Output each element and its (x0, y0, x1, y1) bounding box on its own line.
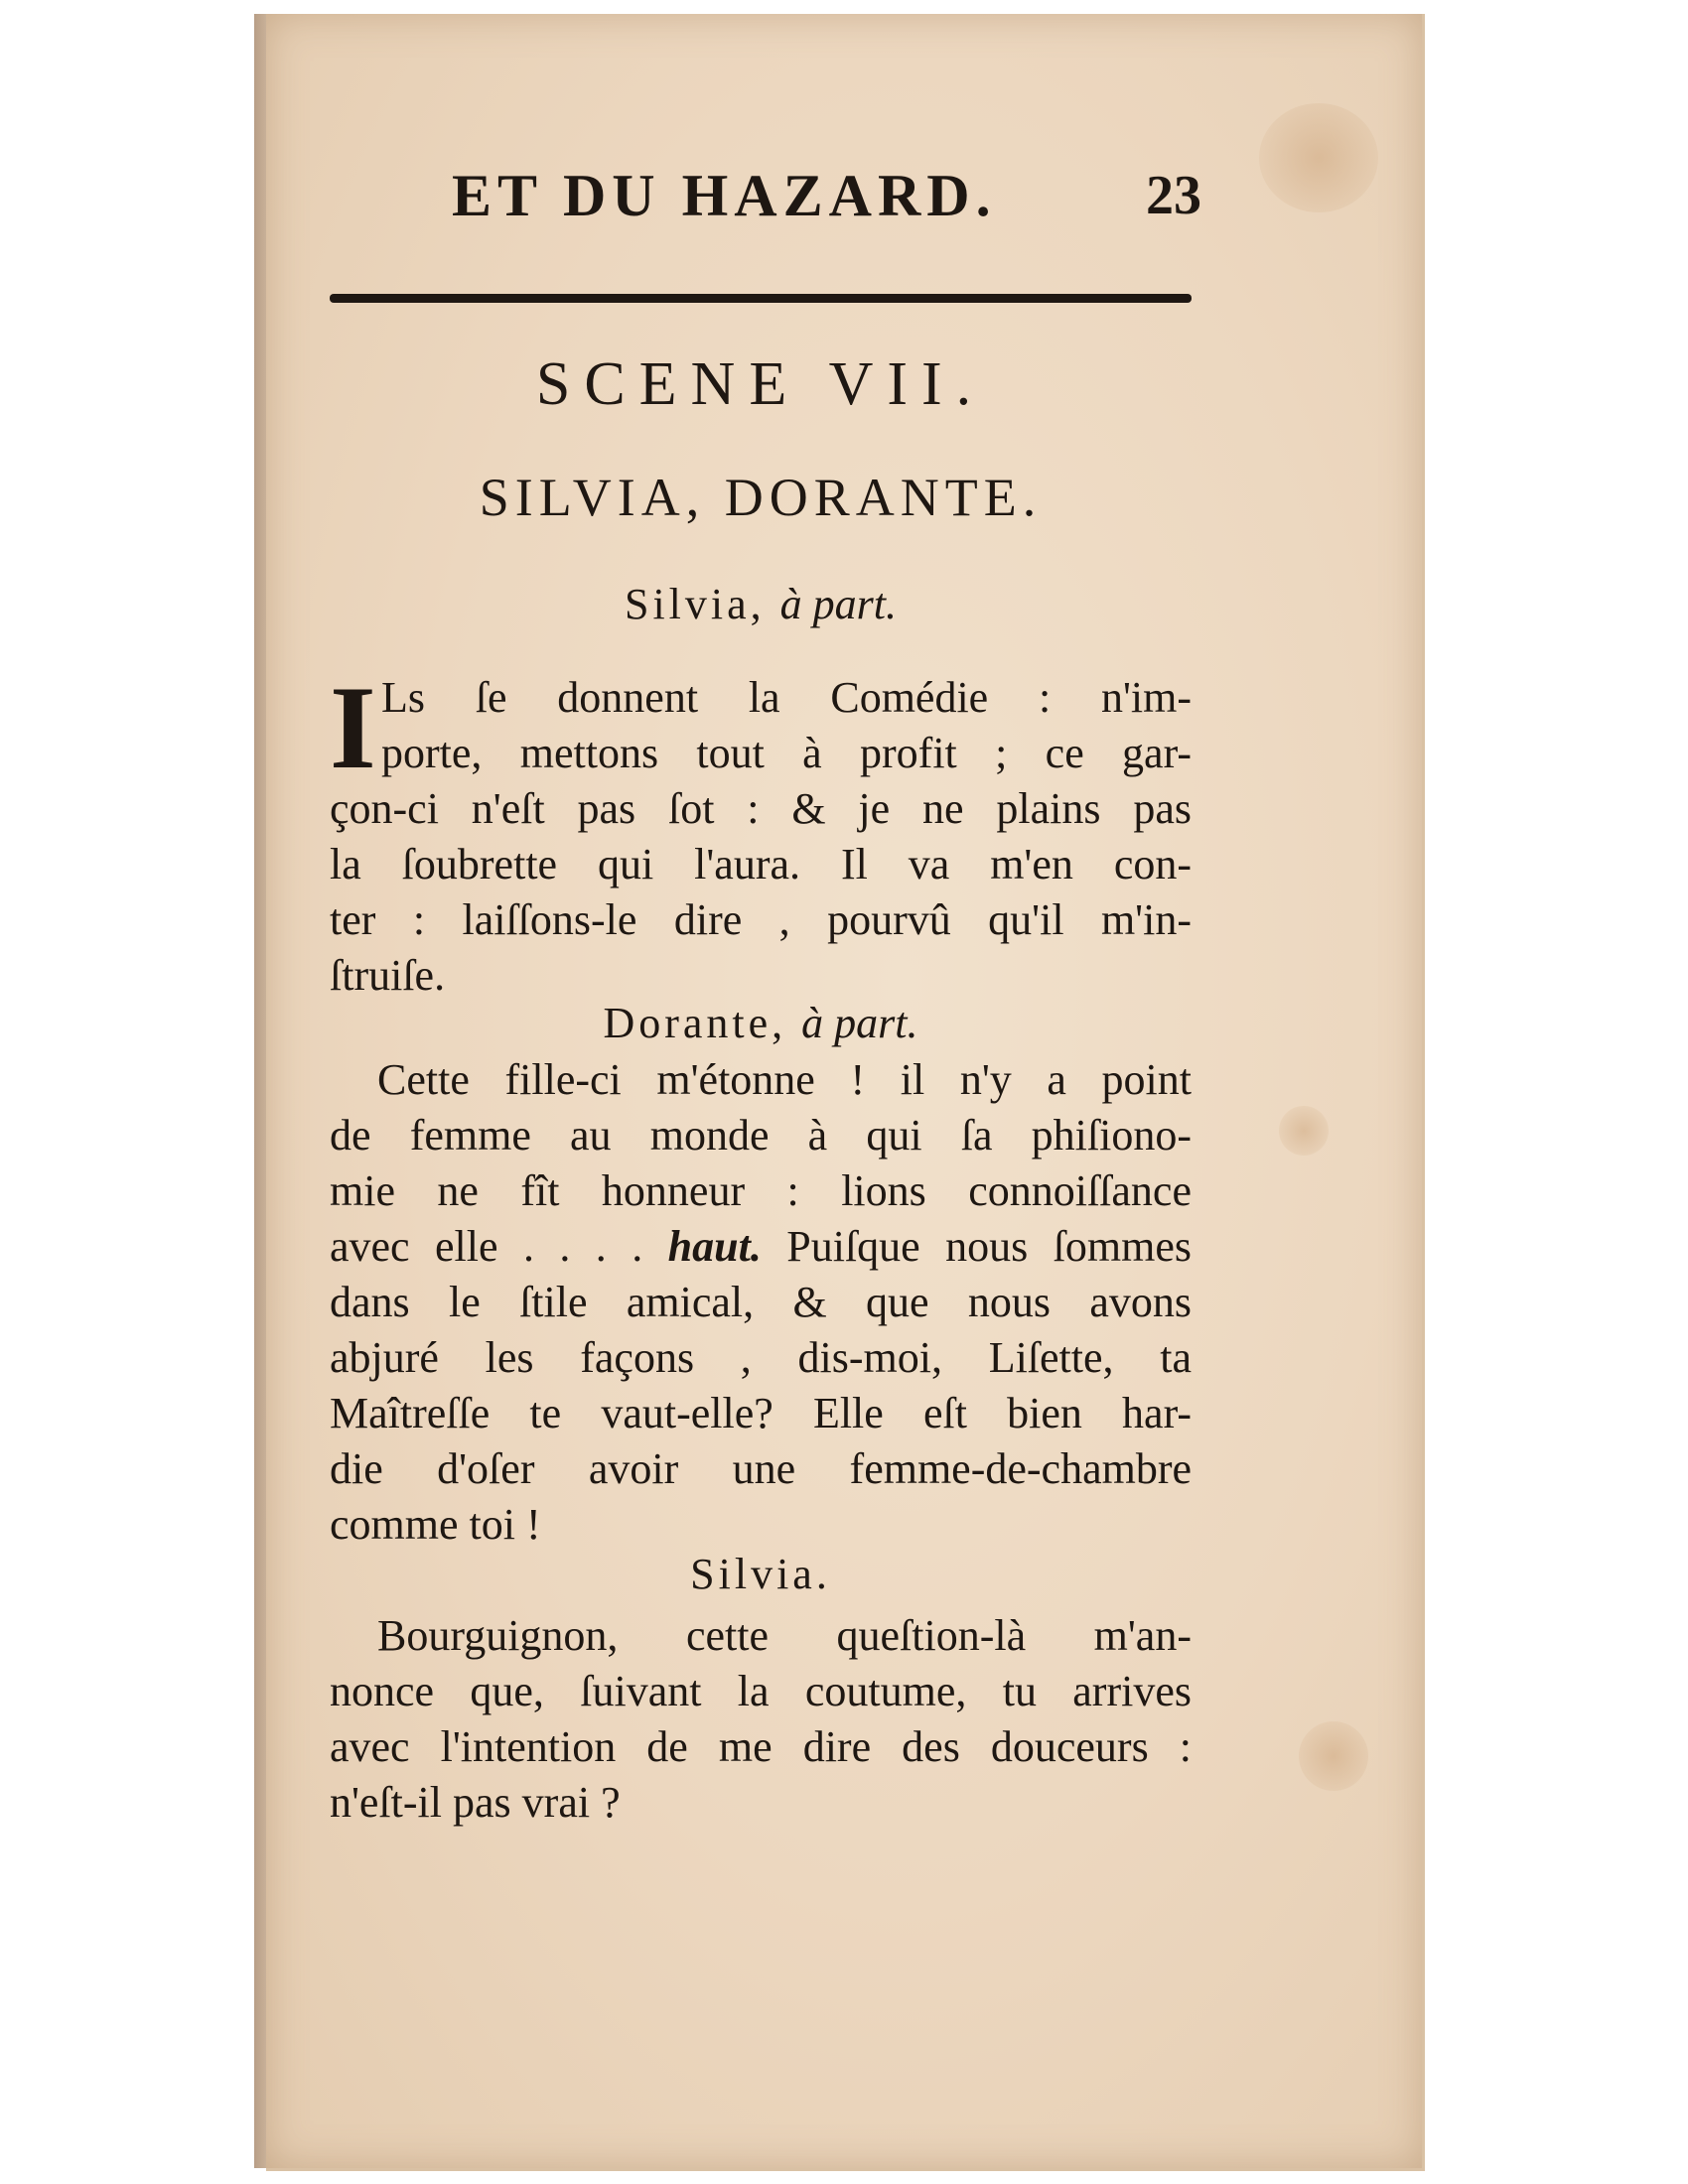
text-line: comme toi ! (330, 1500, 541, 1549)
text-line: mie ne fît honneur : lions connoiſſance (330, 1166, 1192, 1215)
scene-characters: SILVIA, DORANTE. (479, 468, 1043, 527)
text-line: ter : laiſſons-le dire , pourvû qu'il m'in- (330, 895, 1192, 944)
foxing-stain (1299, 1721, 1368, 1791)
text-line: dans le ſtile amical, & que nous avons (330, 1278, 1192, 1326)
stage-direction-inline: haut. (667, 1222, 762, 1271)
text-line: la ſoubrette qui l'aura. Il va m'en con- (330, 840, 1192, 888)
text-line (330, 1219, 1192, 1275)
text-line: Maîtreſſe te vaut-elle? Elle eſt bien har- (330, 1389, 1192, 1437)
text-line: porte, mettons tout à profit ; ce gar- (381, 729, 1192, 777)
speech-paragraph (330, 1608, 1192, 1831)
running-head (447, 154, 1201, 233)
drop-cap: I (330, 661, 376, 793)
text-line: abjuré les façons , dis-moi, Liſette, ta (330, 1333, 1192, 1382)
speaker-heading (330, 998, 1192, 1048)
text-line: n'eſt-il pas vrai ? (330, 1778, 621, 1827)
speaker-name: Dorante, (603, 999, 787, 1047)
text-line: nonce que, ſuivant la coutume, tu arrives (330, 1667, 1192, 1715)
text-line: de femme au monde à qui ſa phiſiono- (330, 1111, 1192, 1160)
text-line: Ls ſe donnent la Comédie : n'im- (381, 673, 1192, 722)
header-rule (330, 294, 1192, 303)
speech-paragraph (330, 661, 1192, 1004)
stage-direction: à part. (801, 999, 918, 1047)
text-fragment: avec elle . . . . (330, 1222, 643, 1271)
text-line: Cette fille-ci m'étonne ! il n'y a point (377, 1055, 1192, 1104)
page-number: 23 (1146, 165, 1201, 226)
speaker-heading (330, 1549, 1192, 1599)
speaker-name: Silvia. (690, 1550, 831, 1598)
speaker-name: Silvia, (624, 580, 766, 628)
text-line: Bourguignon, cette queſtion-là m'an- (377, 1611, 1192, 1660)
foxing-stain (1259, 103, 1378, 212)
text-line: ſtruiſe. (330, 951, 446, 1000)
text-line: die d'oſer avoir une femme-de-chambre (330, 1444, 1192, 1493)
scene-title: SCENE VII. (535, 350, 986, 418)
foxing-stain (1279, 1106, 1329, 1156)
text-fragment: Puiſque nous ſommes (786, 1222, 1193, 1271)
speech-paragraph (330, 1052, 1192, 1553)
text-line: çon-ci n'eſt pas ſot : & je ne plains pas (330, 784, 1192, 833)
text-line: avec l'intention de me dire des douceurs : (330, 1722, 1192, 1771)
running-title: ET DU HAZARD. (452, 163, 997, 228)
speaker-heading (330, 579, 1192, 629)
stage-direction: à part. (779, 580, 898, 628)
